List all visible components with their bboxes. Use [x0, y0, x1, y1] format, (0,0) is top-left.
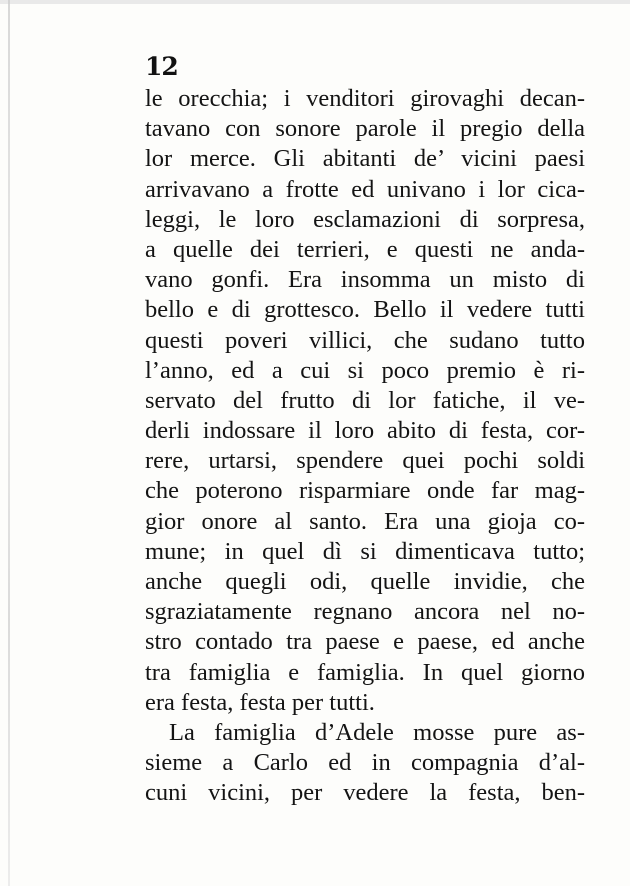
text-line: l’anno, ed a cui si poco premio è ri-: [145, 356, 585, 384]
page-left-edge: [8, 0, 10, 886]
text-line: servato del frutto di lor fatiche, il ve-: [145, 386, 585, 414]
text-line: mune; in quel dì si dimenticava tutto;: [145, 537, 585, 565]
text-line: derli indossare il loro abito di festa, cor-: [145, 417, 585, 445]
page-top-edge: [0, 0, 630, 4]
text-line: rere, urtarsi, spendere quei pochi soldi: [145, 447, 585, 475]
text-line: vano gonfi. Era insomma un misto di: [145, 266, 585, 294]
page-number: 12: [145, 52, 178, 81]
text-line: sieme a Carlo ed in compagnia d’al-: [145, 749, 585, 777]
text-line: che poterono risparmiare onde far mag-: [145, 477, 585, 505]
text-line: sgraziatamente regnano ancora nel no-: [145, 598, 585, 626]
text-line: era festa, festa per tutti.: [145, 688, 375, 716]
text-line: arrivavano a frotte ed univano i lor cica-: [145, 175, 585, 203]
text-line: leggi, le loro esclamazioni di sorpresa,: [145, 205, 585, 233]
text-line: lor merce. Gli abitanti de’ vicini paesi: [145, 145, 585, 173]
paragraph-start-line: La famiglia d’Adele mosse pure as-: [169, 718, 585, 746]
text-line: a quelle dei terrieri, e questi ne anda-: [145, 235, 585, 263]
text-line: cuni vicini, per vedere la festa, ben-: [145, 779, 585, 807]
text-line: tra famiglia e famiglia. In quel giorno: [145, 658, 585, 686]
text-line: bello e di grottesco. Bello il vedere tutti: [145, 296, 585, 324]
body-text: [145, 84, 585, 809]
text-line: le orecchia; i venditori girovaghi decan-: [145, 85, 585, 112]
text-line: stro contado tra paese e paese, ed anche: [145, 628, 585, 656]
text-line: tavano con sonore parole il pregio della: [145, 115, 585, 143]
text-line: gior onore al santo. Era una gioja co-: [145, 507, 585, 535]
text-line: anche quegli odi, quelle invidie, che: [145, 568, 585, 595]
text-line: questi poveri villici, che sudano tutto: [145, 326, 585, 354]
